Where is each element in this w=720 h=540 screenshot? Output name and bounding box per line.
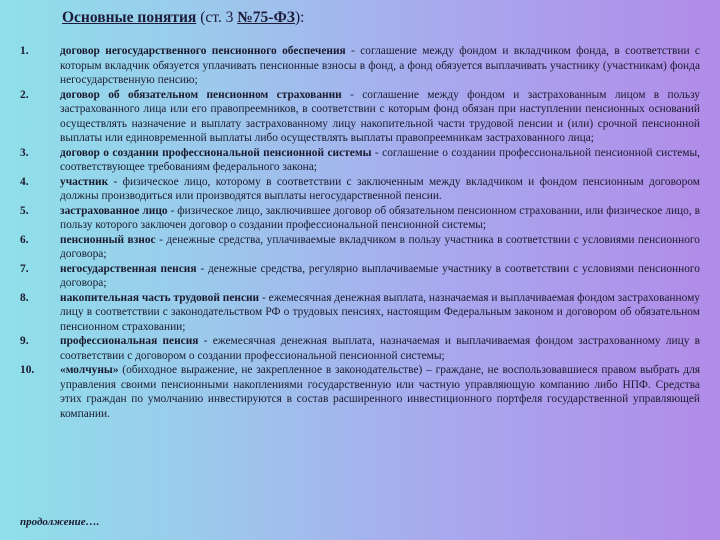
- item-term: «молчуны»: [60, 364, 119, 376]
- item-body: [60, 88, 700, 146]
- list-item: [20, 175, 700, 204]
- slide-title: [62, 9, 304, 27]
- item-body: [60, 44, 700, 88]
- item-body: [60, 334, 700, 363]
- item-number: 5.: [20, 204, 29, 217]
- list-item: [20, 363, 700, 421]
- item-term: накопительная часть трудовой пенсии: [60, 291, 260, 304]
- item-number: 3.: [20, 146, 29, 159]
- continuation-note: продолжение….: [20, 516, 100, 528]
- item-body: [60, 262, 700, 291]
- item-text: - соглашение о создании профессиональной пенсионной системы, соответствующее требованиям федерального закона;: [60, 146, 700, 173]
- item-body: [60, 175, 700, 204]
- list-item: [20, 204, 700, 233]
- list-item: [20, 146, 700, 175]
- item-body: [60, 204, 700, 233]
- title-text: Основные понятия: [62, 9, 197, 26]
- item-number: 8.: [20, 291, 29, 304]
- list-item: [20, 334, 700, 363]
- item-term: застрахованное лицо: [60, 204, 168, 217]
- item-number: 1.: [20, 45, 29, 57]
- list-item: [20, 44, 700, 88]
- item-number: 7.: [20, 262, 29, 275]
- item-term: договор об обязательном пенсионном страховании: [60, 88, 342, 101]
- item-term: договор негосударственного пенсионного обеспечения: [60, 45, 346, 57]
- item-body: [60, 291, 700, 335]
- item-term: негосударственная пенсия: [60, 262, 197, 275]
- item-number: 2.: [20, 88, 29, 101]
- list-item: [20, 291, 700, 335]
- item-number: 6.: [20, 233, 29, 246]
- item-text: - физическое лицо, заключившее договор об обязательном пенсионном страховании, или физическое лицо, в пользу которого заключен договор о создании профессиональной пенсионной системы;: [60, 204, 700, 231]
- list-item: [20, 233, 700, 262]
- item-body: [60, 363, 700, 421]
- item-body: [60, 146, 700, 175]
- item-number: 10.: [20, 364, 35, 376]
- item-text: - ежемесячная денежная выплата, назначаемая и выплачиваемая фондом застрахованному лицу в соответствии с договором о создании профессиональной пенсионной системы;: [60, 335, 701, 362]
- item-term: участник: [60, 175, 109, 188]
- list-item: [20, 262, 700, 291]
- definitions-list: [20, 44, 700, 421]
- item-term: договор о создании профессиональной пенсионной системы: [60, 146, 372, 159]
- item-text: - ежемесячная денежная выплата, назначаемая и выплачиваемая фондом застрахованному лицу в соответствии с законодательством РФ о трудовых пенсиях, настоящим Федеральным законом и договором об обязательном пенсионном страховании;: [60, 291, 700, 333]
- item-body: [60, 233, 700, 262]
- list-item: [20, 88, 700, 146]
- item-text: - соглашение между фондом и вкладчиком фонда, в соответствии с которым вкладчик обязуется уплачивать пенсионные взносы в фонд, а фонд обязуется выплачивать участнику (участникам) фонда негосударственную пенсию;: [60, 45, 700, 86]
- item-text: - денежные средства, регулярно выплачиваемые участнику в соответствии с условиями пенсионного договора;: [60, 262, 700, 289]
- title-law: №75-ФЗ: [237, 9, 295, 26]
- item-number: 9.: [20, 335, 29, 347]
- item-term: пенсионный взнос: [60, 233, 156, 246]
- item-text: - физическое лицо, которому в соответствии с заключенным между вкладчиком и фондом пенсионным договором должны производиться или производятся выплаты негосударственной пенсии.: [60, 175, 700, 202]
- item-text: - соглашение между фондом и застрахованным лицом в пользу застрахованного лица или его правопреемников, в соответствии с которым фонд обязан при наступлении пенсионных оснований осуществлять назначение и выплату застрахованному лицу накопительной части трудовой пенсии и (или) срочной пенсионной выплаты или единовременной выплаты либо осуществлять выплаты правопреемникам застрахованного лица;: [60, 88, 700, 144]
- item-term: профессиональная пенсия: [60, 335, 199, 347]
- title-tail: ):: [294, 9, 305, 26]
- item-text: (обиходное выражение, не закрепленное в законодательстве) – граждане, не воспользовавшиеся правом выбрать для управления своими пенсионными накоплениями государственную или частную управляющую компанию либо НПФ. Средства этих граждан по умолчанию инвестируются в состав расширенного инвестиционного портфеля государственной управляющей компании.: [60, 364, 700, 420]
- item-number: 4.: [20, 175, 29, 188]
- item-text: - денежные средства, уплачиваемые вкладчиком в пользу участника в соответствии с условиями пенсионного договора;: [60, 233, 700, 260]
- title-ref: (ст. 3: [196, 9, 238, 26]
